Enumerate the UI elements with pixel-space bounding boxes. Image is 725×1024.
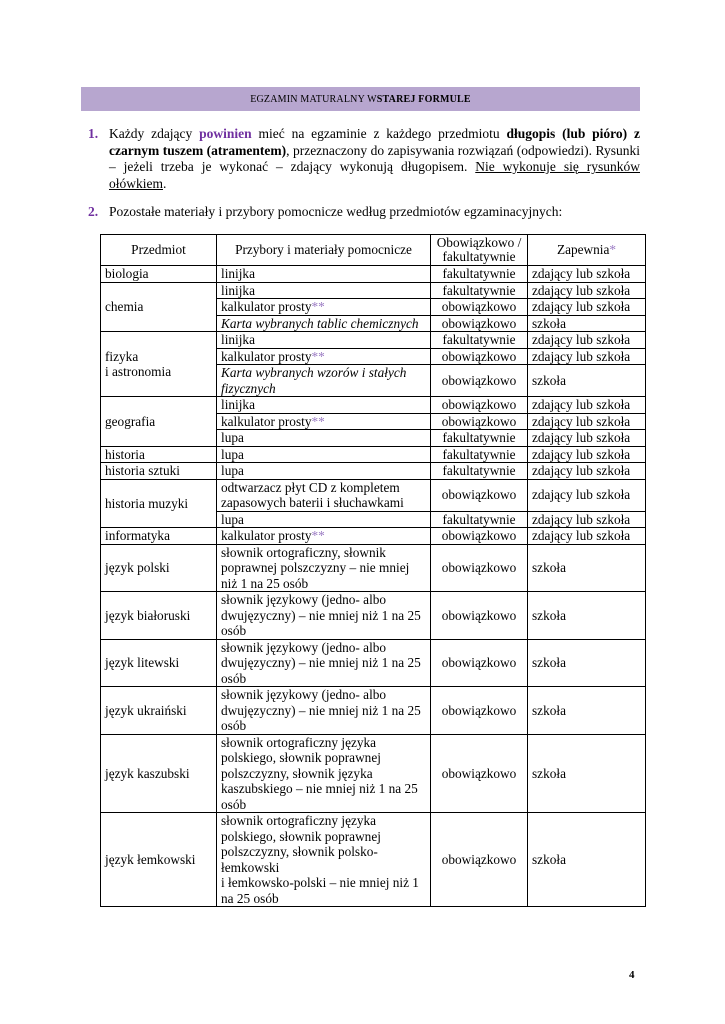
header-prefix: EGZAMIN MATURALNY W (250, 93, 377, 105)
cell-mode: fakultatywnie (431, 332, 528, 349)
cell-tool: słownik językowy (jedno- albo dwujęzyczny) – nie mniej niż 1 na 25 osób (217, 592, 431, 640)
cell-provider: zdający lub szkoła (528, 332, 646, 349)
cell-tool: odtwarzacz płyt CD z kompletem zapasowych baterii i słuchawkami (217, 479, 431, 511)
cell-mode: fakultatywnie (431, 282, 528, 299)
p1-underlined: Nie wykonuje się rysunków ołówkiem (109, 159, 640, 191)
tool-star: ** (311, 413, 325, 429)
cell-provider: zdający lub szkoła (528, 528, 646, 545)
p1-text-b: mieć na egzaminie z każdego przedmiotu (251, 126, 507, 141)
cell-provider: zdający lub szkoła (528, 463, 646, 480)
cell-tool: lupa (217, 511, 431, 528)
paragraph-1-text (109, 126, 640, 192)
cell-mode: obowiązkowo (431, 479, 528, 511)
header-bold: STAREJ FORMULE (376, 93, 471, 105)
cell-tool (217, 528, 431, 545)
table-row (101, 592, 646, 640)
cell-tool (217, 299, 431, 316)
materials-table (100, 234, 646, 907)
cell-provider: zdający lub szkoła (528, 479, 646, 511)
cell-tool: słownik językowy (jedno- albo dwujęzyczny) – nie mniej niż 1 na 25 osób (217, 639, 431, 687)
cell-provider: zdający lub szkoła (528, 299, 646, 316)
cell-provider: zdający lub szkoła (528, 511, 646, 528)
cell-subject: informatyka (101, 528, 217, 545)
cell-subject: historia (101, 446, 217, 463)
p1-text-c: , przeznaczony do zapisywania rozwiązań (odpowiedzi). Rysunki – jeżeli trzeba je wykonać – zdający wykonują długopisem. (109, 142, 640, 174)
header-provided (528, 235, 646, 266)
subject-line-1: fizyka (105, 348, 139, 364)
cell-provider: szkoła (528, 592, 646, 640)
page-number: 4 (629, 969, 635, 981)
cell-tool: słownik językowy (jedno- albo dwujęzyczny) – nie mniej niż 1 na 25 osób (217, 687, 431, 735)
cell-tool (217, 348, 431, 365)
cell-provider: zdający lub szkoła (528, 397, 646, 414)
paragraph-2-text: Pozostałe materiały i przybory pomocnicze według przedmiotów egzaminacyjnych: (109, 204, 563, 219)
cell-subject: historia sztuki (101, 463, 217, 480)
tool-line-2: i łemkowsko-polski – nie mniej niż 1 na 25 osób (221, 875, 419, 906)
table-row (101, 446, 646, 463)
cell-mode: obowiązkowo (431, 397, 528, 414)
cell-mode: fakultatywnie (431, 430, 528, 447)
cell-mode: obowiązkowo (431, 315, 528, 332)
table-row (101, 266, 646, 283)
cell-tool: Karta wybranych wzorów i stałych fizycznych (217, 365, 431, 397)
cell-mode: obowiązkowo (431, 365, 528, 397)
paragraph-1 (88, 126, 640, 192)
cell-mode: obowiązkowo (431, 413, 528, 430)
table-row (101, 332, 646, 349)
table-row (101, 397, 646, 414)
cell-mode: obowiązkowo (431, 299, 528, 316)
tool-star: ** (311, 299, 325, 314)
table-row (101, 639, 646, 687)
cell-subject: język ukraiński (101, 687, 217, 735)
cell-mode: obowiązkowo (431, 592, 528, 640)
cell-subject: biologia (101, 266, 217, 283)
table-row (101, 463, 646, 480)
header-tools: Przybory i materiały pomocnicze (217, 235, 431, 266)
cell-provider: zdający lub szkoła (528, 446, 646, 463)
paragraph-1-number: 1. (88, 126, 99, 141)
cell-provider: zdający lub szkoła (528, 413, 646, 430)
cell-tool: słownik ortograficzny języka polskiego, słownik poprawnej polszczyzny, słownik języka kaszubskiego – nie mniej niż 1 na 25 osób (217, 734, 431, 813)
cell-provider: szkoła (528, 687, 646, 735)
header-provided-label: Zapewnia (556, 242, 610, 258)
cell-subject: język białoruski (101, 592, 217, 640)
p1-text-a: Każdy zdający (109, 126, 200, 141)
cell-subject: język kaszubski (101, 734, 217, 813)
cell-tool: słownik ortograficzny, słownik poprawnej polszczyzny – nie mniej niż 1 na 25 osób (217, 544, 431, 592)
tool-label: kalkulator prosty (221, 348, 312, 364)
table-row (101, 687, 646, 735)
cell-mode: obowiązkowo (431, 734, 528, 813)
p1-text-d: . (163, 175, 167, 191)
p1-highlight: powinien (199, 126, 252, 141)
cell-mode: obowiązkowo (431, 813, 528, 907)
cell-provider: szkoła (528, 639, 646, 687)
cell-subject: chemia (101, 282, 217, 332)
p1-bold: długopis (lub pióro) z czarnym tuszem (atramentem) (109, 126, 641, 158)
cell-provider: zdający lub szkoła (528, 282, 646, 299)
cell-mode: obowiązkowo (431, 639, 528, 687)
paragraph-2-number: 2. (88, 204, 99, 219)
cell-provider: szkoła (528, 544, 646, 592)
table-header-row (101, 235, 646, 266)
header-subject: Przedmiot (101, 235, 217, 266)
tool-line-1: słownik ortograficzny języka polskiego, słownik poprawnej polszczyzny, słownik polsko-łemkowski (221, 813, 381, 875)
cell-provider: szkoła (528, 315, 646, 332)
cell-subject: geografia (101, 397, 217, 447)
cell-mode: fakultatywnie (431, 266, 528, 283)
cell-mode: obowiązkowo (431, 348, 528, 365)
cell-mode: fakultatywnie (431, 463, 528, 480)
table-row (101, 528, 646, 545)
cell-tool: linijka (217, 266, 431, 283)
paragraph-2 (88, 204, 640, 221)
cell-mode: fakultatywnie (431, 446, 528, 463)
cell-tool (217, 813, 431, 907)
cell-provider: szkoła (528, 365, 646, 397)
cell-tool: lupa (217, 446, 431, 463)
cell-subject: język polski (101, 544, 217, 592)
section-header-bar (81, 87, 640, 111)
tool-star: ** (311, 528, 325, 543)
subject-line-2: i astronomia (105, 364, 172, 379)
cell-subject (101, 332, 217, 397)
cell-subject: język łemkowski (101, 813, 217, 907)
cell-mode: fakultatywnie (431, 511, 528, 528)
tool-label: kalkulator prosty (221, 528, 312, 543)
cell-tool: lupa (217, 463, 431, 480)
header-provided-star: * (609, 242, 617, 258)
cell-provider: zdający lub szkoła (528, 430, 646, 447)
cell-provider: zdający lub szkoła (528, 348, 646, 365)
cell-subject: język litewski (101, 639, 217, 687)
cell-tool: linijka (217, 332, 431, 349)
cell-tool: linijka (217, 397, 431, 414)
cell-tool (217, 413, 431, 430)
cell-tool: Karta wybranych tablic chemicznych (217, 315, 431, 332)
header-mandatory: Obowiązkowo / fakultatywnie (431, 235, 528, 266)
table-row (101, 734, 646, 813)
cell-mode: obowiązkowo (431, 528, 528, 545)
tool-label: kalkulator prosty (221, 299, 312, 314)
cell-provider: szkoła (528, 813, 646, 907)
table-row (101, 813, 646, 907)
table-row (101, 282, 646, 299)
cell-mode: obowiązkowo (431, 687, 528, 735)
table-row (101, 479, 646, 511)
cell-mode: obowiązkowo (431, 544, 528, 592)
cell-tool: linijka (217, 282, 431, 299)
cell-tool: lupa (217, 430, 431, 447)
cell-provider: zdający lub szkoła (528, 266, 646, 283)
table-row (101, 544, 646, 592)
cell-subject: historia muzyki (101, 479, 217, 528)
tool-label: kalkulator prosty (221, 413, 312, 429)
cell-provider: szkoła (528, 734, 646, 813)
tool-star: ** (311, 348, 325, 364)
